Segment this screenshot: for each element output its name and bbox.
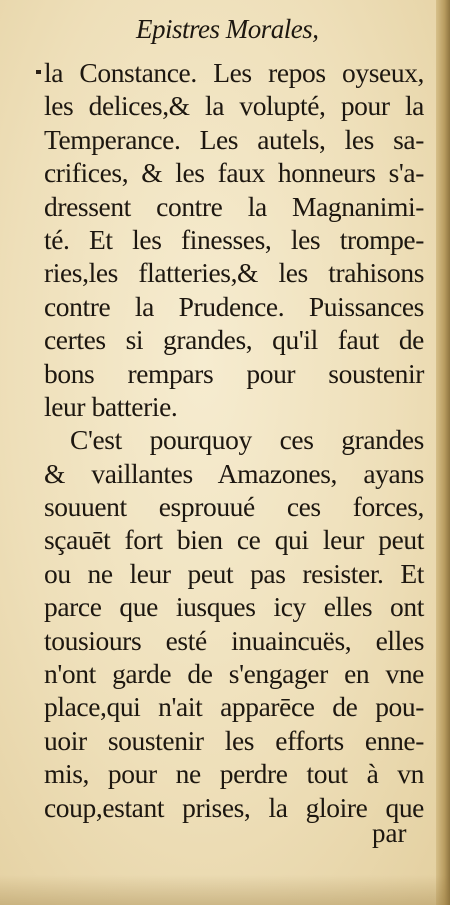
text-line: certes si grandes, qu'il faut de — [44, 324, 424, 356]
text-line: crifices, & les faux honneurs s'a- — [44, 157, 424, 189]
catchword: par — [372, 818, 407, 848]
text-line: la Constance. Les repos oyseux, — [44, 57, 424, 88]
text-line: contre la Prudence. Puissances — [44, 290, 424, 322]
text-line: souuent esprouué ces forces, — [44, 491, 424, 523]
text-line: té. Et les finesses, les trompe- — [44, 223, 424, 255]
text-line: C'est pourquoy ces grandes — [70, 424, 424, 456]
page-bottom-shade — [0, 875, 450, 905]
text-line: ou ne leur peut pas resister. Et — [44, 557, 424, 589]
text-line: leur batterie. — [44, 390, 178, 422]
text-line: uoir soustenir les efforts enne- — [44, 724, 424, 756]
running-head: Epistres Morales, — [136, 14, 319, 44]
text-line: bons rempars pour soustenir — [44, 357, 424, 389]
text-line: ries,les flatteries,& les trahisons — [44, 257, 424, 289]
text-line: les delices,& la volupté, pour la — [44, 90, 424, 122]
text-line: coup,estant prises, la gloire que — [44, 791, 424, 823]
text-line: place,qui n'ait apparēce de pou- — [44, 691, 424, 723]
text-line: n'ont garde de s'engager en vne — [44, 658, 424, 690]
text-line: & vaillantes Amazones, ayans — [44, 457, 424, 489]
page-edge-shadow — [436, 0, 450, 905]
text-line: sçauēt fort bien ce qui leur peut — [44, 524, 424, 556]
text-line: dressent contre la Magnanimi- — [44, 190, 424, 222]
text-line: mis, pour ne perdre tout à vn — [44, 758, 424, 790]
text-line: Temperance. Les autels, les sa- — [44, 123, 424, 155]
text-line: tousiours esté inuaincuës, elles — [44, 624, 424, 656]
body-text — [44, 56, 424, 824]
text-line: parce que iusques icy elles ont — [44, 591, 424, 623]
margin-mark — [36, 70, 41, 74]
